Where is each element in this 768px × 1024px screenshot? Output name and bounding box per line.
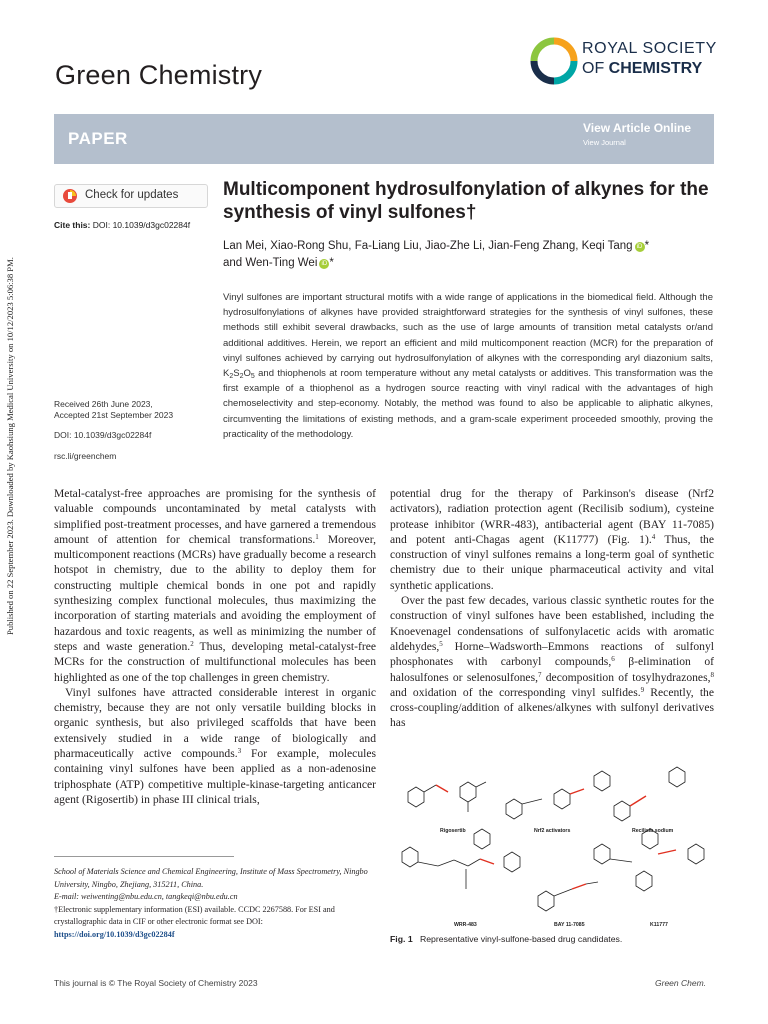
download-stamp-text: Published on 22 September 2023. Downloaded by Kaohsiung Medical University on 10/12/2023 5:06:38 PM.: [5, 257, 15, 635]
citation-ref[interactable]: 8: [710, 670, 714, 679]
rsc-chemistry: CHEMISTRY: [608, 60, 703, 77]
citation-ref[interactable]: 6: [611, 655, 615, 664]
footer-journal: Green Chem.: [655, 978, 707, 988]
footnote-divider: [54, 856, 234, 857]
esi-note: [54, 904, 379, 942]
body-paragraph: [54, 486, 376, 685]
esi-doi-link[interactable]: https://doi.org/10.1039/d3gc02284f: [54, 929, 175, 939]
abstract-subscript: 5: [250, 373, 255, 381]
abstract-text: O: [243, 368, 251, 380]
citation-ref[interactable]: 4: [651, 532, 656, 541]
body-paragraph: [54, 685, 376, 807]
cite-label: Cite this:: [54, 220, 91, 230]
journal-short-link[interactable]: rsc.li/greenchem: [54, 451, 117, 461]
orcid-icon[interactable]: iD: [319, 259, 329, 269]
view-article-online-link[interactable]: View Article Online: [583, 121, 692, 135]
journal-title[interactable]: Green Chemistry: [55, 60, 263, 90]
body-text: Vinyl sulfones have attracted considerable interest in organic chemistry, because they are not only versatile building blocks in organic synthesis, but also privileged scaffolds that have been extensively studied in a wide range of biologically and pharmaceutically active compounds.: [54, 685, 376, 761]
body-column-left: [54, 486, 376, 807]
body-paragraph: [390, 593, 714, 731]
body-text: Thus, the construction of vinyl sulfones remains a long-term goal of synthetic chemistry due to their unique pharmaceutical activity and vital synthetic applications.: [390, 532, 714, 592]
received-accepted-dates: [54, 399, 173, 421]
body-text: Horne–Wadsworth–Emmons reactions of sulfonyl phosphonates with carbonyl compounds,: [390, 639, 714, 669]
rsc-name-line1: ROYAL SOCIETY: [582, 40, 717, 57]
article-doi[interactable]: DOI: 10.1039/d3gc02284f: [54, 430, 152, 440]
body-text: Recently, the cross-coupling/addition of alkenes/alkynes with sulfonyl derivatives has: [390, 685, 714, 730]
authors-line2: and Wen-Ting Wei: [223, 257, 318, 269]
citation-ref[interactable]: 1: [315, 532, 319, 541]
abstract-text: and thiophenols at room temperature without any metal catalysts or additives. This transformation was the first example of a thiophenol as a hydrogen source reacting with vinyl radical with the advantages of high chemoselectivity and step-economy. Notably, the method was found to also be applicable to aliphatic alkynes, circumventing the limitations of existing methods, and a gram-scale experiment proceeded smoothly, proving the practicality of the methodology.: [223, 368, 713, 440]
footnotes: [54, 866, 379, 942]
view-journal-link[interactable]: View Journal: [583, 138, 626, 147]
body-text: Metal-catalyst-free approaches are promising for the synthesis of valuable compounds uncontaminated by metal catalysts with simplified post-treatment processes, and have garnered a tremendous amount of attention for chemical transformations.: [54, 487, 376, 546]
body-text: Thus, developing metal-catalyst-free MCRs for the construction of multifunctional molecules has been highlighted as one of the top challenges in green chemistry.: [54, 639, 376, 684]
body-column-right: [390, 486, 714, 731]
body-text: decomposition of tosylhydrazones,: [541, 670, 711, 684]
citation-ref[interactable]: 7: [537, 670, 542, 679]
received-date: Received 26th June 2023,: [54, 399, 153, 409]
citation-ref[interactable]: 2: [190, 639, 194, 648]
corresponding-mark: *: [644, 240, 650, 252]
accepted-date: Accepted 21st September 2023: [54, 410, 174, 420]
abstract-subscript: 2: [239, 373, 244, 381]
body-text: For example, molecules containing vinyl sulfones have been applied as a non-adenosine triphosphate (ATP) competitive multiple-kinase-targeting anticancer agent (Rigosertib) in phase III clinical trials,: [54, 747, 376, 806]
rsc-logo-icon[interactable]: [530, 37, 578, 85]
affiliation: School of Materials Science and Chemical Engineering, Institute of Mass Spectrometry, Ningbo University, Ningbo, Zhejiang, 315211, China.: [54, 867, 368, 889]
rsc-of: OF: [582, 60, 609, 77]
cite-this: [54, 220, 190, 230]
body-text: and oxidation of the corresponding vinyl sulfides.: [390, 685, 641, 699]
figure-number[interactable]: Fig. 1: [390, 934, 413, 944]
figure-1-caption: [390, 934, 622, 944]
figure-label: WRR-483: [454, 922, 477, 928]
figure-label: BAY 11-7085: [554, 922, 585, 928]
check-updates-icon: [62, 188, 78, 204]
citation-ref[interactable]: 9: [640, 685, 645, 694]
body-text: potential drug for the therapy of Parkinson's disease (Nrf2 activators), radiation protection agent (Recilisib sodium), cysteine protease inhibitor (WRR-483), antibacterial agent (BAY 11-7085) and potent anti-Chagas agent (K11777) (Fig. 1).: [390, 487, 714, 546]
figure-label: Recilisib sodium: [632, 828, 674, 834]
citation-ref[interactable]: 5: [439, 639, 443, 648]
corresponding-mark: *: [329, 257, 334, 269]
abstract-text: S: [233, 368, 240, 380]
article-title: Multicomponent hydrosulfonylation of alkynes for the synthesis of vinyl sulfones†: [223, 179, 709, 223]
figure-label: Nrf2 activators: [534, 828, 571, 834]
download-stamp: [2, 160, 18, 640]
author-list: [223, 238, 713, 272]
body-text: β-elimination of halosulfones or selenosulfones,: [390, 655, 714, 684]
figure-label: K11777: [650, 922, 668, 928]
authors-line1: Lan Mei, Xiao-Rong Shu, Fa-Liang Liu, Jiao-Zhe Li, Jian-Feng Zhang, Keqi Tang: [223, 240, 633, 252]
footer-copyright: This journal is © The Royal Society of Chemistry 2023: [54, 978, 258, 988]
corresponding-email[interactable]: E-mail: weiwenting@nbu.edu.cn, tangkeqi@nbu.edu.cn: [54, 892, 238, 902]
rsc-name-line2: [582, 60, 702, 78]
body-paragraph: [390, 486, 714, 593]
check-updates-label: Check for updates: [85, 189, 179, 201]
abstract-subscript: 2: [229, 373, 234, 381]
article-type-label: PAPER: [68, 129, 128, 148]
citation-ref[interactable]: 3: [237, 747, 242, 756]
abstract-text: Vinyl sulfones are important structural motifs with a wide range of applications in the biomedical field. Although the hydrosulfonylations of alkynes have provided straightforward strategies for the synthesis of vinyl sulfones, these methods still exhibit several drawbacks, such as the use of large amounts of transition metal catalysts or/and additional additives. Herein, we report an efficient and mild multicomponent reaction (MCR) for the preparation of vinyl sulfones achieved by carrying out hydrosulfonylation of alkynes with the corresponding aryl diazonium salts, K: [223, 292, 713, 380]
esi-text: †Electronic supplementary information (ESI) available. CCDC 2267588. For ESI and crystallographic data in CIF or other electronic format see DOI:: [54, 904, 335, 927]
abstract: [223, 290, 713, 442]
body-text: Moreover, multicomponent reactions (MCRs) have gradually become a research hotspot in chemistry, due to the ability to deploy them for constructing multiple chemical bonds in one pot and rapidly synthesizing complex functional molecules, thus maximizing the incorporation of starting materials and avoiding the employment of hazardous and toxic reagents, as well as minimizing the number of steps and waste generation.: [54, 532, 376, 653]
figure-1-structures: [394, 754, 716, 930]
check-for-updates-button[interactable]: [54, 184, 208, 208]
figure-label: Rigosertib: [440, 828, 466, 834]
body-text: Over the past few decades, various classic synthetic routes for the construction of vinyl sulfones have been established, including the Knoevenagel condensations of sulfonylacetic acids with aromatic aldehydes,: [390, 594, 714, 653]
cite-doi: DOI: 10.1039/d3gc02284f: [90, 220, 191, 230]
figure-caption-text: Representative vinyl-sulfone-based drug candidates.: [419, 934, 623, 944]
orcid-icon[interactable]: iD: [635, 242, 645, 252]
